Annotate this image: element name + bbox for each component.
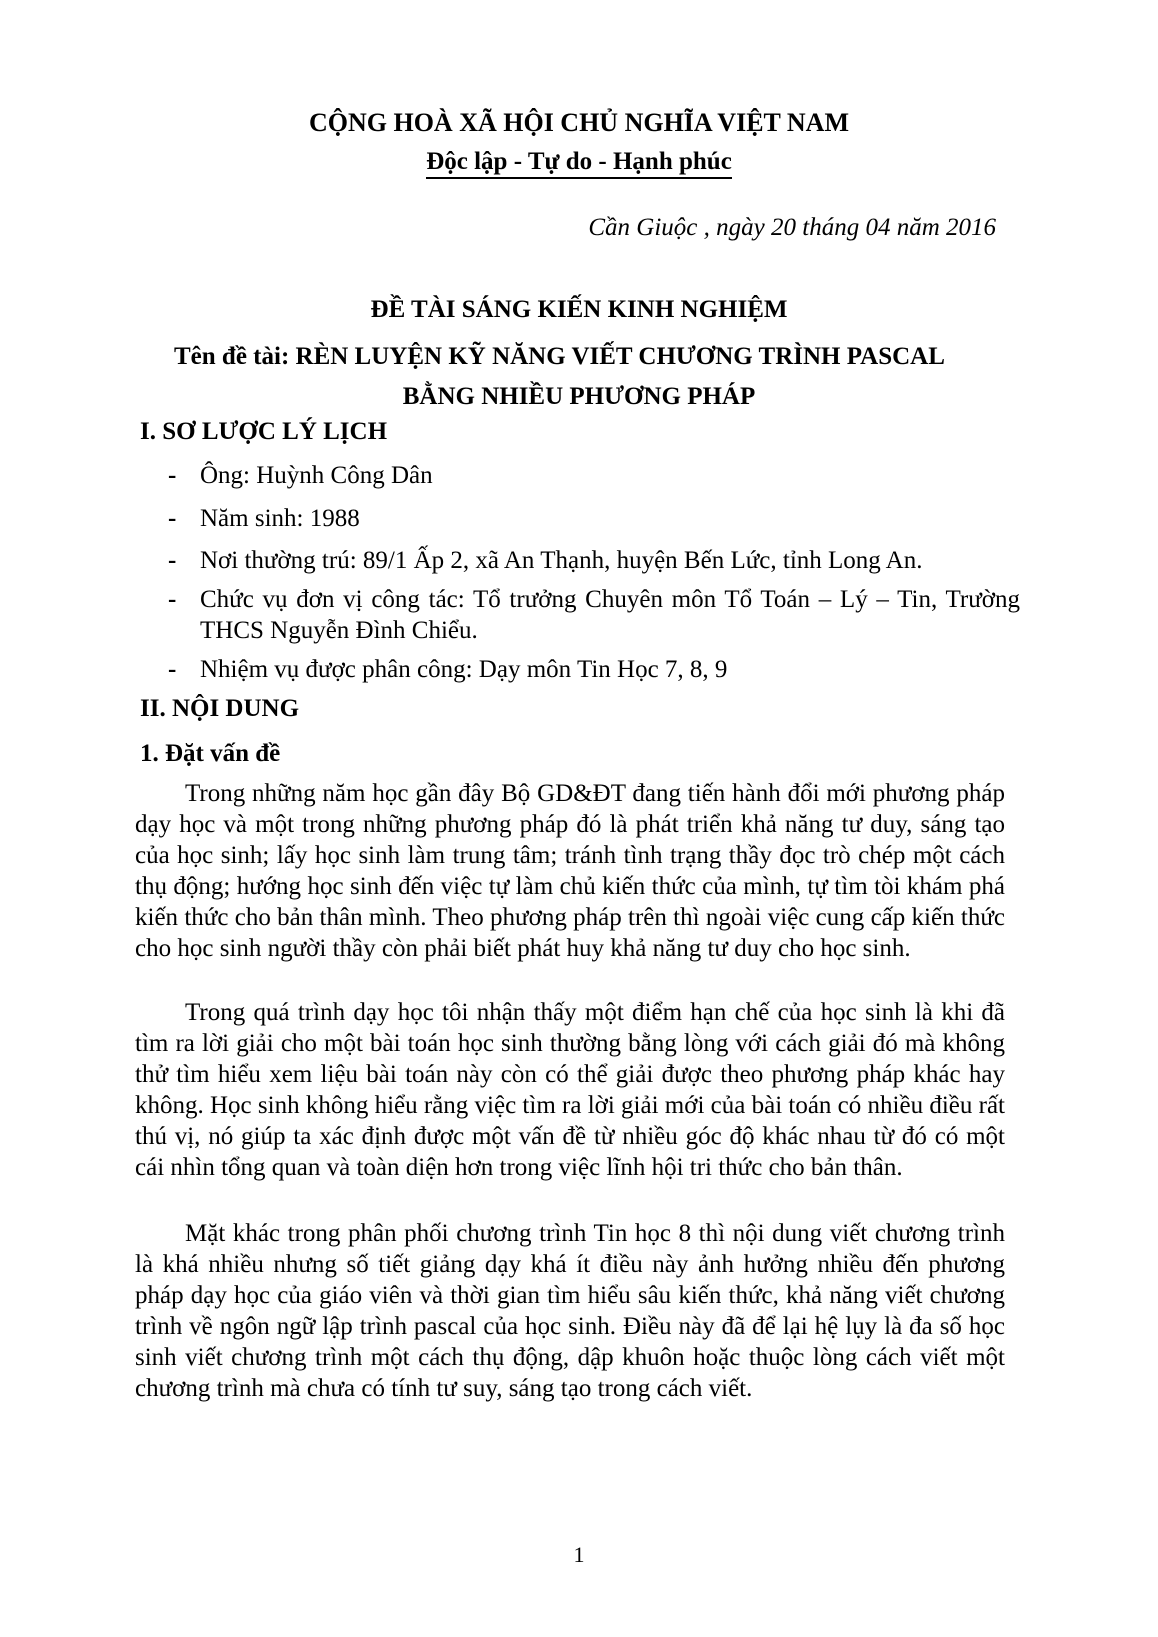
section-2-heading: II. NỘI DUNG [140, 695, 300, 722]
list-item-text: Nơi thường trú: 89/1 Ấp 2, xã An Thạnh, huyện Bến Lức, tỉnh Long An. [200, 547, 923, 574]
paragraph: Mặt khác trong phân phối chương trình Tin học 8 thì nội dung viết chương trình là khá nhiều nhưng số tiết giảng dạy khá ít điều này ảnh hưởng nhiều đến phương pháp dạy học của giáo viên và thời gian tìm hiểu sâu kiến thức, khả năng viết chương trình về ngôn ngữ lập trình pascal của học sinh. Điều này đã để lại hệ lụy là đa số học sinh viết chương trình một cách thụ động, dập khuôn hoặc thuộc lòng cách viết một chương trình mà chưa có tính tư suy, sáng tạo trong cách viết. [135, 1220, 1005, 1402]
document-title: ĐỀ TÀI SÁNG KIẾN KINH NGHIỆM [370, 296, 788, 323]
national-motto [0, 148, 1158, 176]
motto-text: Độc lập - Tự do - Hạnh phúc [426, 148, 732, 179]
bullet-dash: - [168, 586, 177, 613]
list-item-text: Ông: Huỳnh Công Dân [200, 462, 433, 489]
list-item-text: Nhiệm vụ được phân công: Dạy môn Tin Học 7, 8, 9 [200, 656, 728, 683]
bullet-dash: - [168, 547, 177, 574]
topic-title-line-2: BẰNG NHIỀU PHƯƠNG PHÁP [402, 383, 756, 410]
paragraph: Trong quá trình dạy học tôi nhận thấy một điểm hạn chế của học sinh là khi đã tìm ra lời giải cho một bài toán học sinh thường bằng lòng với cách giải đó mà không thử tìm hiểu xem liệu bài toán này còn có thể giải được theo phương pháp khác hay không. Học sinh không hiểu rằng việc tìm ra lời giải mới của bài toán có nhiều điều rất thú vị, nó giúp ta xác định được một vấn đề từ nhiều góc độ khác nhau từ đó có một cái nhìn tổng quan và toàn diện hơn trong việc lĩnh hội tri thức cho bản thân. [135, 999, 1005, 1181]
bullet-dash: - [168, 462, 177, 489]
topic-title-line-1: Tên đề tài: RÈN LUYỆN KỸ NĂNG VIẾT CHƯƠNG TRÌNH PASCAL [174, 343, 945, 370]
section-1-heading: I. SƠ LƯỢC LÝ LỊCH [140, 418, 388, 445]
place-date: Cần Giuộc , ngày 20 tháng 04 năm 2016 [588, 214, 996, 241]
subsection-heading: 1. Đặt vấn đề [140, 740, 281, 767]
paragraph: Trong những năm học gần đây Bộ GD&ĐT đang tiến hành đổi mới phương pháp dạy học và một trong những phương pháp đó là phát triển khả năng tư duy, sáng tạo của học sinh; lấy học sinh làm trung tâm; tránh tình trạng thầy đọc trò chép một cách thụ động; hướng học sinh đến việc tự làm chủ kiến thức của mình, tự tìm tòi khám phá kiến thức cho bản thân mình. Theo phương pháp trên thì ngoài việc cung cấp kiến thức cho học sinh người thầy còn phải biết phát huy khả năng tư duy cho học sinh. [135, 780, 1005, 962]
list-item-text: Chức vụ đơn vị công tác: Tổ trưởng Chuyên môn Tổ Toán – Lý – Tin, Trường THCS Nguyễn Đình Chiểu. [200, 586, 1020, 644]
national-title: CỘNG HOÀ XÃ HỘI CHỦ NGHĨA VIỆT NAM [308, 108, 850, 137]
bullet-dash: - [168, 505, 177, 532]
list-item-text: Năm sinh: 1988 [200, 505, 360, 532]
page-number: 1 [573, 1542, 585, 1567]
bullet-dash: - [168, 656, 177, 683]
